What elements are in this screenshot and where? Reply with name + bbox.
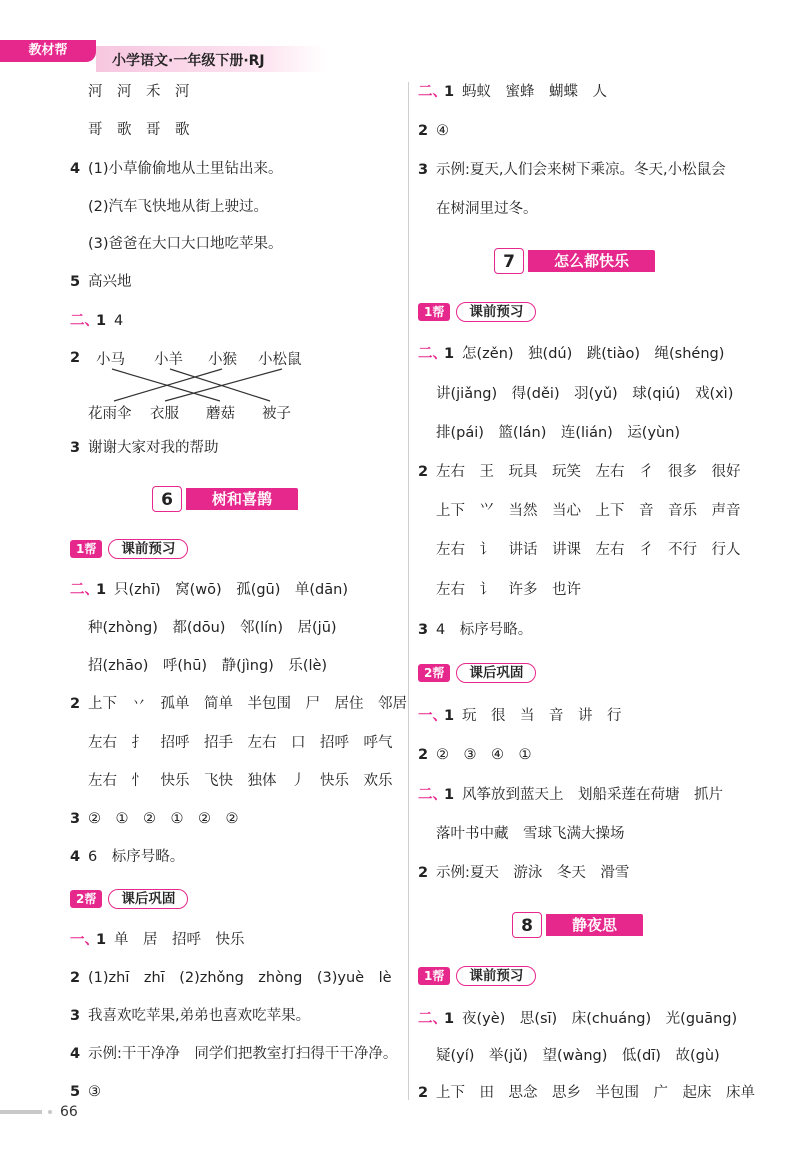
answer-line: 5 高兴地 <box>70 274 132 290</box>
answer-line: 二、 1 蚂蚁 蜜蜂 蝴蝶 人 <box>418 84 607 100</box>
answer-line: 2 示例:夏天 游泳 冬天 滑雪 <box>418 865 630 881</box>
answer-line: 3 4 标序号略。 <box>418 622 533 638</box>
answer-line: 二、 1 夜(yè) 思(sī) 床(chuáng) 光(guāng) <box>418 1011 738 1027</box>
answer-line: 2 ④ <box>418 123 449 139</box>
brand-logo: 教材帮 <box>0 40 96 62</box>
answer-line: 3 谢谢大家对我的帮助 <box>70 440 219 456</box>
section-badge <box>70 538 188 560</box>
answer-line: 2 ② ③ ④ ① <box>418 747 532 763</box>
badge-tag: 2帮 <box>70 890 102 908</box>
match-bottom-item: 花雨伞 <box>88 406 132 422</box>
match-line <box>165 369 282 401</box>
section-badge <box>418 662 536 684</box>
badge-tag: 1帮 <box>418 967 450 985</box>
answer-line: 2 上下 丷 孤单 简单 半包围 尸 居住 邻居 <box>70 696 407 712</box>
answer-line: 4 (1)小草偷偷地从土里钻出来。 <box>70 161 283 177</box>
answer-line: 左右 忄 快乐 飞快 独体 丿 快乐 欢乐 <box>88 773 393 789</box>
badge-tag: 2帮 <box>418 664 450 682</box>
match-bottom-item: 蘑菇 <box>206 406 235 422</box>
lesson-name: 静夜思 <box>546 914 643 936</box>
answer-line: 落叶书中藏 雪球飞满大操场 <box>436 826 625 842</box>
answer-line: 3 我喜欢吃苹果,弟弟也喜欢吃苹果。 <box>70 1008 311 1024</box>
answer-line: 二、 1 怎(zěn) 独(dú) 跳(tiào) 绳(shéng) <box>418 346 725 362</box>
badge-label: 课前预习 <box>108 539 188 559</box>
answer-line: 二、 1 风筝放到蓝天上 划船采莲在荷塘 抓片 <box>418 787 723 803</box>
match-bottom-item: 衣服 <box>150 406 179 422</box>
page-number-text: 66 <box>60 1104 78 1120</box>
answer-line: 上下 ⺍ 当然 当心 上下 音 音乐 声音 <box>436 503 741 519</box>
lesson-name: 怎么都快乐 <box>528 250 655 272</box>
match-top-item: 小羊 <box>154 352 183 368</box>
lesson-number: 7 <box>494 248 524 274</box>
answer-line: 一、 1 单 居 招呼 快乐 <box>70 932 245 948</box>
match-lines <box>70 365 330 405</box>
answer-line: 2 上下 田 思念 思乡 半包围 广 起床 床单 <box>418 1085 755 1101</box>
answer-line: 左右 讠 许多 也许 <box>436 582 581 598</box>
lesson-title <box>494 248 655 274</box>
lesson-number: 6 <box>152 486 182 512</box>
badge-tag: 1帮 <box>418 303 450 321</box>
section-badge <box>70 888 188 910</box>
answer-line: 5 ③ <box>70 1084 101 1100</box>
answer-line: 3 示例:夏天,人们会来树下乘凉。冬天,小松鼠会 <box>418 162 726 178</box>
answer-line: 讲(jiǎng) 得(děi) 羽(yǔ) 球(qiú) 戏(xì) <box>436 386 734 402</box>
answer-line: 左右 讠 讲话 讲课 左右 彳 不行 行人 <box>436 542 741 558</box>
answer-line: 4 示例:干干净净 同学们把教室打扫得干干净净。 <box>70 1046 398 1062</box>
answer-line: 哥 歌 哥 歌 <box>88 122 190 138</box>
column-divider <box>408 82 409 1100</box>
answer-line: (2)汽车飞快地从街上驶过。 <box>88 199 269 215</box>
answer-line: 在树洞里过冬。 <box>436 201 538 217</box>
answer-line: 种(zhòng) 都(dōu) 邻(lín) 居(jū) <box>88 620 337 636</box>
match-top-item: 小马 <box>96 352 125 368</box>
answer-line: 二、 1 只(zhī) 窝(wō) 孤(gū) 单(dān) <box>70 582 348 598</box>
match-top-item: 小松鼠 <box>258 352 302 368</box>
answer-line: (3)爸爸在大口大口地吃苹果。 <box>88 236 283 252</box>
answer-line: 排(pái) 篮(lán) 连(lián) 运(yùn) <box>436 425 681 441</box>
badge-label: 课前预习 <box>456 302 536 322</box>
lesson-title <box>152 486 298 512</box>
answer-line: 河 河 禾 河 <box>88 84 190 100</box>
section-badge <box>418 965 536 987</box>
section-two-line: 二、 1 4 <box>70 313 124 329</box>
answer-line: 2 (1)zhī zhī (2)zhǒng zhòng (3)yuè lè <box>70 970 392 986</box>
page-header-title: 小学语文·一年级下册·RJ <box>112 53 265 69</box>
lesson-name: 树和喜鹊 <box>186 488 298 510</box>
lesson-number: 8 <box>512 912 542 938</box>
match-number: 2 <box>70 350 81 366</box>
answer-line: 2 左右 王 玩具 玩笑 左右 彳 很多 很好 <box>418 464 741 480</box>
match-bottom-item: 被子 <box>262 406 291 422</box>
answer-line: 一、 1 玩 很 当 音 讲 行 <box>418 708 622 724</box>
page-number-dot <box>48 1110 52 1114</box>
badge-label: 课前预习 <box>456 966 536 986</box>
page-number <box>0 1104 78 1120</box>
badge-label: 课后巩固 <box>456 663 536 683</box>
lesson-title <box>512 912 643 938</box>
match-line <box>170 369 270 401</box>
badge-tag: 1帮 <box>70 540 102 558</box>
answer-line: 4 6 标序号略。 <box>70 849 185 865</box>
answer-line: 左右 扌 招呼 招手 左右 口 招呼 呼气 <box>88 735 393 751</box>
section-badge <box>418 301 536 323</box>
answer-line: 招(zhāo) 呼(hū) 静(jìng) 乐(lè) <box>88 658 328 674</box>
match-top-item: 小猴 <box>208 352 237 368</box>
badge-label: 课后巩固 <box>108 889 188 909</box>
answer-line: 疑(yí) 举(jǔ) 望(wàng) 低(dī) 故(gù) <box>436 1048 720 1064</box>
answer-line: 3 ② ① ② ① ② ② <box>70 811 239 827</box>
page-number-bar <box>0 1110 42 1114</box>
